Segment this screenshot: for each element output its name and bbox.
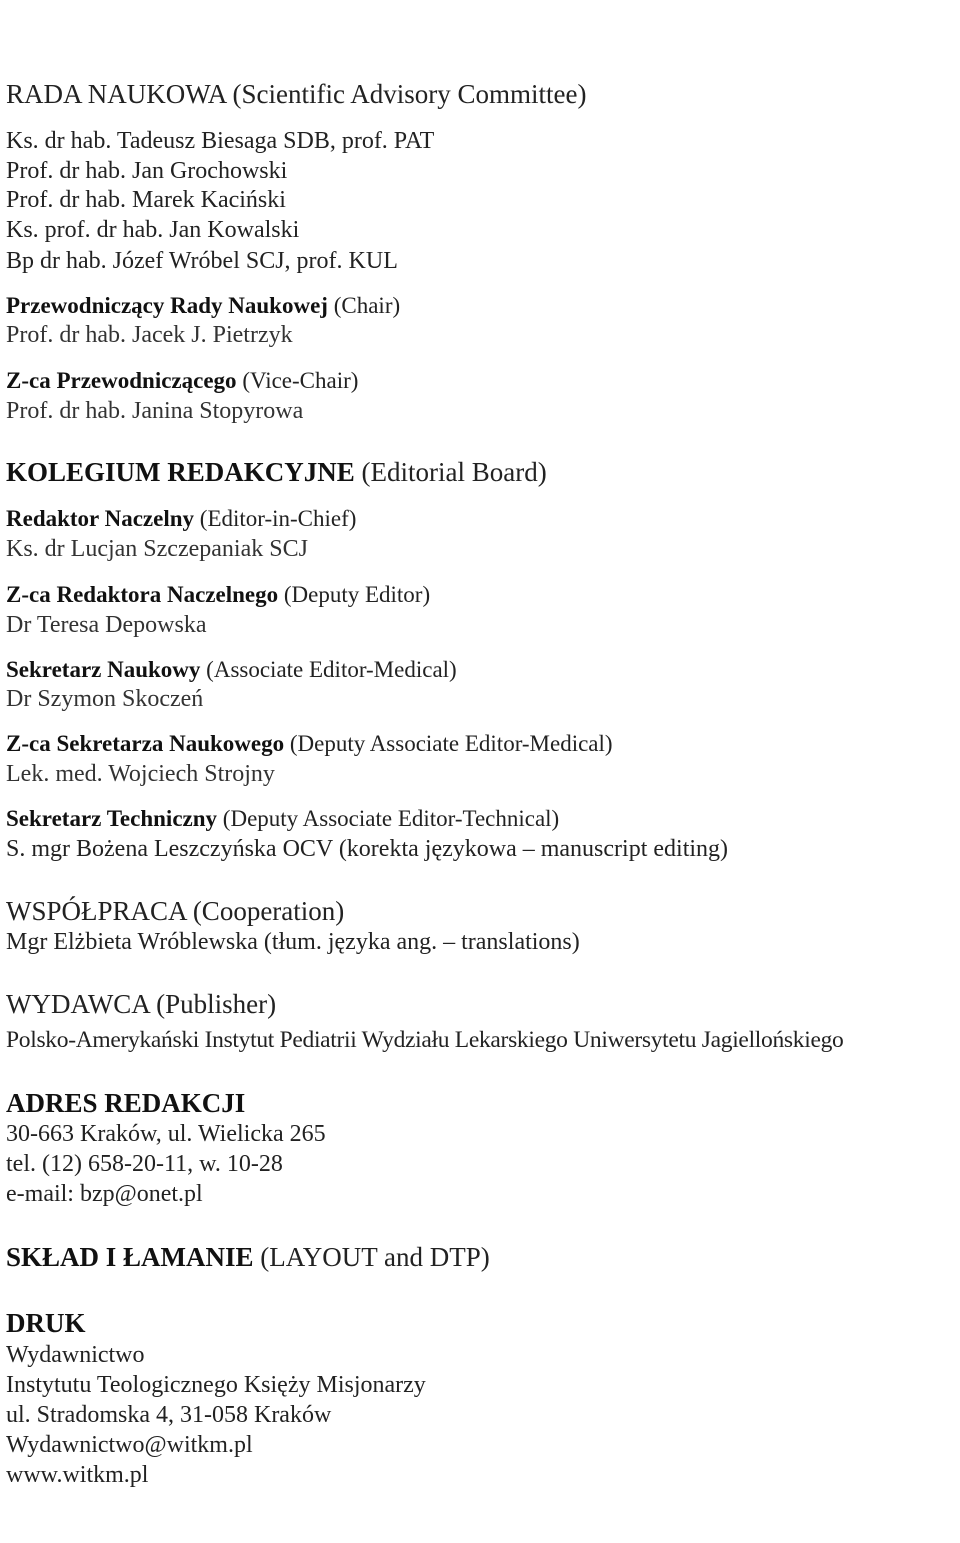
druk-website: www.witkm.pl [6, 1462, 149, 1488]
deputy-assoc-role-en: (Deputy Associate Editor-Medical) [289, 731, 613, 756]
druk-heading-line [6, 1307, 86, 1339]
wspolpraca-heading-line [6, 895, 344, 927]
vice-role-en: (Vice-Chair) [242, 368, 359, 393]
vice-role-line [6, 366, 358, 396]
tech-role: Sekretarz Techniczny [6, 806, 218, 831]
editor-name: Ks. dr Lucjan Szczepaniak SCJ [6, 536, 308, 562]
rada-member: Ks. prof. dr hab. Jan Kowalski [6, 217, 300, 243]
vice-role: Z-ca Przewodniczącego [6, 368, 237, 393]
tech-role-en: (Deputy Associate Editor-Technical) [222, 806, 560, 831]
druk-line: Wydawnictwo [6, 1342, 145, 1368]
druk-line: ul. Stradomska 4, 31-058 Kraków [6, 1402, 332, 1428]
rada-heading-en: (Scientific Advisory Committee) [232, 79, 587, 109]
adres-heading: ADRES REDAKCJI [6, 1088, 246, 1118]
assoc-editor-role-line [6, 655, 457, 685]
rada-member: Ks. dr hab. Tadeusz Biesaga SDB, prof. PAT [6, 128, 435, 154]
tech-name: S. mgr Bożena Leszczyńska OCV (korekta językowa – manuscript editing) [6, 836, 729, 862]
editor-role-en: (Editor-in-Chief) [199, 506, 357, 531]
wydawca-heading: WYDAWCA [6, 989, 150, 1019]
druk-email: Wydawnictwo@witkm.pl [6, 1432, 253, 1458]
assoc-editor-role: Sekretarz Naukowy [6, 657, 201, 682]
assoc-editor-role-en: (Associate Editor-Medical) [206, 657, 457, 682]
editor-role-line [6, 504, 356, 534]
sklad-heading-line [6, 1241, 490, 1273]
deputy-editor-role-en: (Deputy Editor) [283, 582, 431, 607]
wydawca-heading-line [6, 988, 276, 1020]
chair-role-line [6, 291, 400, 321]
druk-line: Instytutu Teologicznego Księży Misjonarzy [6, 1372, 426, 1398]
deputy-editor-name: Dr Teresa Depowska [6, 612, 207, 638]
rada-member: Bp dr hab. Józef Wróbel SCJ, prof. KUL [6, 248, 398, 274]
rada-heading: RADA NAUKOWA [6, 79, 226, 109]
chair-name: Prof. dr hab. Jacek J. Pietrzyk [6, 322, 293, 348]
deputy-assoc-name: Lek. med. Wojciech Strojny [6, 761, 275, 787]
sklad-heading: SKŁAD I ŁAMANIE [6, 1242, 254, 1272]
adres-heading-line [6, 1087, 245, 1119]
wydawca-heading-en: (Publisher) [156, 989, 277, 1019]
deputy-assoc-role-line [6, 729, 613, 759]
adres-line: tel. (12) 658-20-11, w. 10-28 [6, 1151, 283, 1177]
editor-role: Redaktor Naczelny [6, 506, 195, 531]
rada-member: Prof. dr hab. Jan Grochowski [6, 158, 288, 184]
wspolpraca-heading-en: (Cooperation) [192, 896, 345, 926]
deputy-editor-role: Z-ca Redaktora Naczelnego [6, 582, 279, 607]
druk-heading: DRUK [6, 1308, 86, 1338]
wspolpraca-line: Mgr Elżbieta Wróblewska (tłum. języka ang. – translations) [6, 929, 580, 955]
rada-heading-line [6, 78, 586, 110]
kolegium-heading-en: (Editorial Board) [361, 457, 547, 487]
kolegium-heading: KOLEGIUM REDAKCYJNE [6, 457, 355, 487]
rada-member: Prof. dr hab. Marek Kaciński [6, 187, 286, 213]
vice-name: Prof. dr hab. Janina Stopyrowa [6, 398, 304, 424]
chair-role: Przewodniczący Rady Naukowej [6, 293, 328, 318]
tech-role-line [6, 804, 559, 834]
assoc-editor-name: Dr Szymon Skoczeń [6, 686, 204, 712]
deputy-assoc-role: Z-ca Sekretarza Naukowego [6, 731, 285, 756]
chair-role-en: (Chair) [333, 293, 401, 318]
wydawca-line: Polsko-Amerykański Instytut Pediatrii Wydziału Lekarskiego Uniwersytetu Jagiellońskiego [6, 1027, 844, 1053]
adres-email: e-mail: bzp@onet.pl [6, 1181, 203, 1207]
kolegium-heading-line [6, 456, 547, 488]
adres-line: 30-663 Kraków, ul. Wielicka 265 [6, 1121, 326, 1147]
deputy-editor-role-line [6, 580, 430, 610]
sklad-heading-en: (LAYOUT and DTP) [260, 1242, 490, 1272]
wspolpraca-heading: WSPÓŁPRACA [6, 896, 187, 926]
